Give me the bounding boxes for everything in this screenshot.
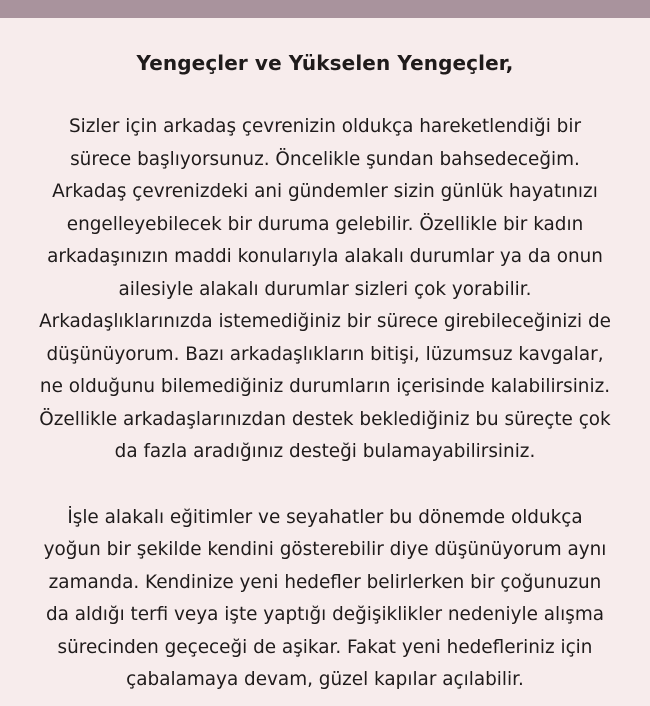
text-line: çabalamaya devam, güzel kapılar açılabilir. bbox=[126, 669, 524, 690]
text-line: düşünüyorum. Bazı arkadaşlıkların bitişi, lüzumsuz kavgalar, bbox=[46, 343, 604, 365]
text-line: Sizler için arkadaş çevrenizin oldukça hareketlendiği bir bbox=[68, 116, 582, 137]
text-line: da fazla aradığınız desteği bulamayabilirsiniz. bbox=[114, 441, 536, 462]
text-line: arkadaşınızın maddi konularıyla alakalı durumlar ya da onun bbox=[47, 246, 603, 267]
paragraph-friends bbox=[8, 111, 642, 469]
text-line: ne olduğunu bilemediğiniz durumların içerisinde kalabilirsiniz. bbox=[39, 376, 611, 397]
text-line: Özellikle arkadaşlarınızdan destek beklediğiniz bu süreçte çok bbox=[39, 408, 611, 430]
text-line: da aldığı terfi veya işte yaptığı değişiklikler nedeniyle alışma bbox=[45, 604, 605, 625]
paragraph-work bbox=[8, 502, 642, 697]
text-line: sürece başlıyorsunuz. Öncelikle şundan bahsedeceğim. bbox=[70, 148, 580, 170]
text-line: zamanda. Kendinize yeni hedefler belirlerken bir çoğunuzun bbox=[48, 571, 602, 593]
text-line: yoğun bir şekilde kendini gösterebilir diye düşünüyorum aynı bbox=[43, 539, 607, 560]
text-line: Arkadaşlıklarınızda istemediğiniz bir sürece girebileceğinizi de bbox=[39, 311, 611, 332]
top-decorative-bar bbox=[0, 0, 650, 18]
text-line: engelleyebilecek bir duruma gelebilir. Özellikle bir kadın bbox=[66, 213, 584, 235]
text-line: Arkadaş çevrenizdeki ani gündemler sizin günlük hayatınızı bbox=[52, 181, 598, 202]
article-title: Yengeçler ve Yükselen Yengeçler, bbox=[136, 51, 514, 75]
text-line: ailesiyle alakalı durumlar sizleri çok yorabilir. bbox=[118, 278, 532, 300]
article-content bbox=[0, 18, 650, 697]
text-line: sürecinden geçeceği de aşikar. Fakat yeni hedefleriniz için bbox=[57, 636, 593, 658]
text-line: İşle alakalı eğitimler ve seyahatler bu dönemde oldukça bbox=[67, 506, 583, 528]
